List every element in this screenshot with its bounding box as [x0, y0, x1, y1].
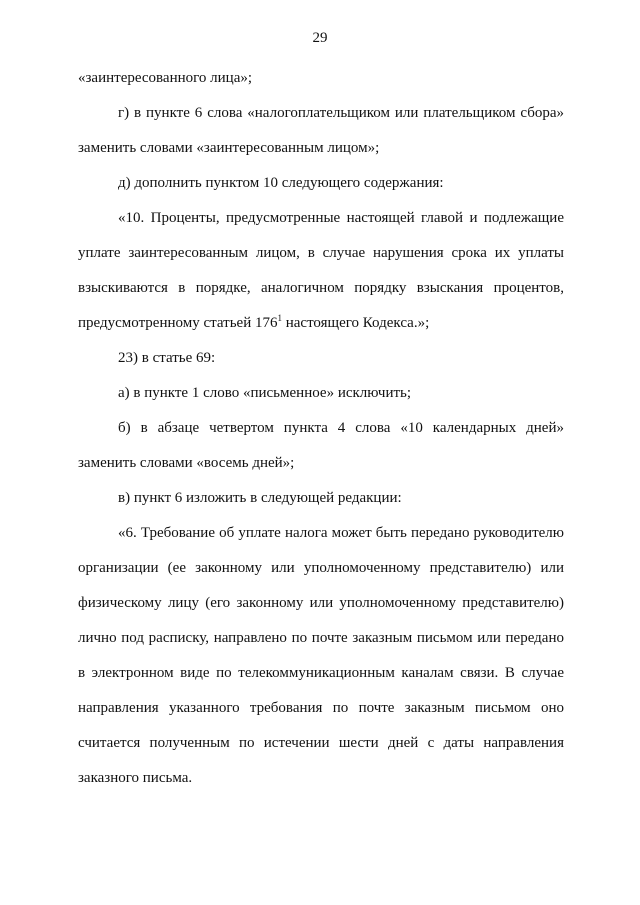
text-line: физическому лицу (его законному или уполномоченному представителю)	[78, 595, 564, 611]
text-line: «6. Требование об уплате налога может быть передано руководителю	[118, 525, 564, 541]
text-line: направления указанного требования по почте заказным письмом оно	[78, 700, 564, 716]
text-fragment: настоящего Кодекса.»;	[285, 315, 430, 331]
text-line: организации (ее законному или уполномоченному представителю) или	[78, 560, 564, 576]
text-line: заменить словами «заинтересованным лицом»;	[78, 140, 380, 156]
text-line: «10. Проценты, предусмотренные настоящей главой и подлежащие	[118, 210, 564, 226]
text-fragment: предусмотренному статьей 176	[78, 315, 278, 331]
text-line: лично под расписку, направлено по почте заказным письмом или передано	[78, 630, 564, 646]
text-line	[78, 314, 564, 332]
text-line: «заинтересованного лица»;	[78, 70, 253, 86]
text-line: д) дополнить пунктом 10 следующего содержания:	[118, 175, 444, 191]
text-line: 23) в статье 69:	[118, 350, 216, 366]
text-line: а) в пункте 1 слово «письменное» исключить;	[118, 385, 412, 401]
text-line: заменить словами «восемь дней»;	[78, 455, 295, 471]
text-line: считается полученным по истечении шести дней с даты направления	[78, 735, 564, 751]
text-line: уплате заинтересованным лицом, в случае нарушения срока их уплаты	[78, 245, 564, 261]
text-line: взыскиваются в порядке, аналогичном порядку взыскания процентов,	[78, 280, 564, 296]
text-line: б) в абзаце четвертом пункта 4 слова «10 календарных дней»	[118, 420, 564, 436]
text-line: заказного письма.	[78, 770, 193, 786]
superscript: 1	[277, 313, 282, 323]
text-line: в электронном виде по телекоммуникационным каналам связи. В случае	[78, 665, 564, 681]
text-line: в) пункт 6 изложить в следующей редакции:	[118, 490, 402, 506]
text-line: г) в пункте 6 слова «налогоплательщиком или плательщиком сбора»	[118, 105, 564, 121]
page-number: 29	[312, 30, 328, 46]
